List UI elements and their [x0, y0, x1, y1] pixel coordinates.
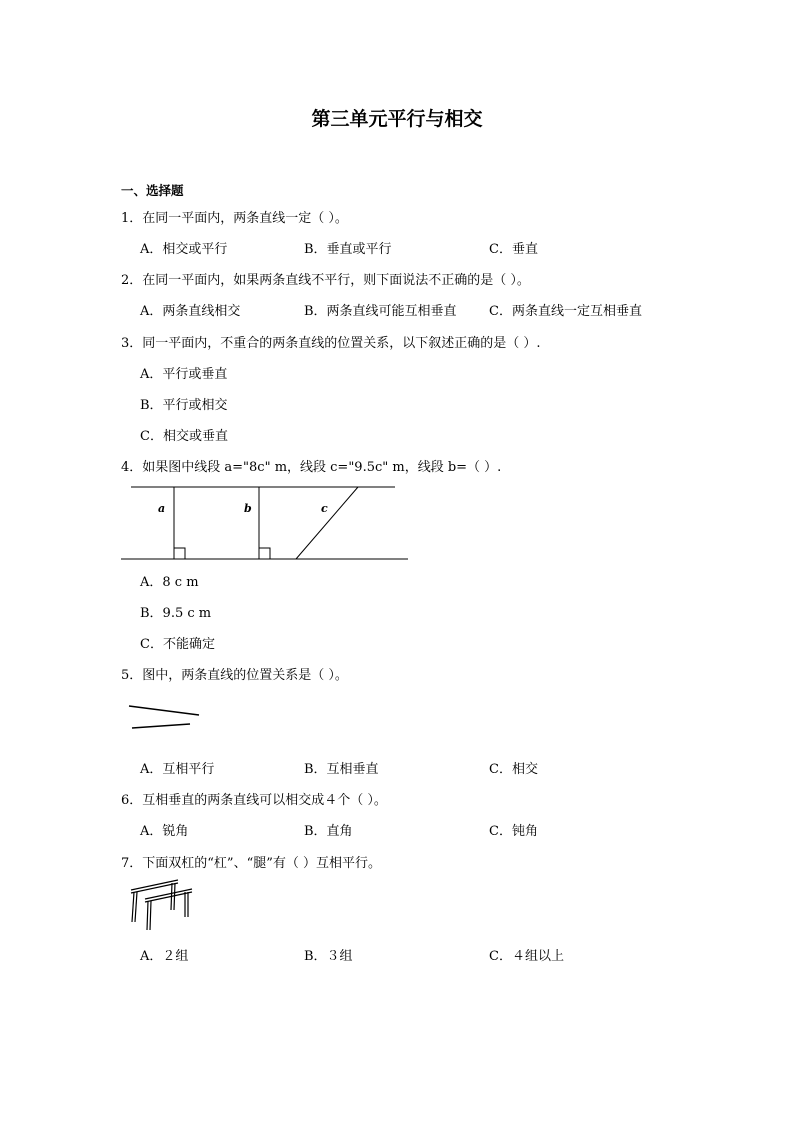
- question-4-option-b: B．9.5 c m: [140, 606, 212, 621]
- question-5-stem: 5．图中，两条直线的位置关系是（ ）。: [121, 668, 348, 683]
- leg-2-edge: [150, 901, 151, 930]
- section-heading: 一、选择题: [121, 183, 184, 198]
- question-2-option-a: A．两条直线相交: [140, 304, 241, 319]
- question-1-stem: 1．在同一平面内，两条直线一定（ ）。: [121, 211, 348, 226]
- label-c: c: [321, 502, 328, 515]
- question-1-option-a: A．相交或平行: [140, 242, 228, 257]
- question-3-option-a: A．平行或垂直: [140, 367, 228, 382]
- question-7-option-c: C．４组以上: [489, 949, 564, 964]
- question-2-option-c: C．两条直线一定互相垂直: [489, 304, 642, 319]
- leg-3: [171, 883, 172, 910]
- question-4-option-a: A．8 c m: [140, 575, 199, 590]
- question-6-option-a: A．锐角: [140, 824, 189, 839]
- question-1-option-b: B．垂直或平行: [304, 242, 392, 257]
- question-6-stem: 6．互相垂直的两条直线可以相交成４个（ ）。: [121, 793, 387, 808]
- question-2-option-b: B．两条直线可能互相垂直: [304, 304, 457, 319]
- question-6-option-c: C．钝角: [489, 824, 538, 839]
- question-2-stem: 2．在同一平面内，如果两条直线不平行，则下面说法不正确的是（ ）。: [121, 273, 530, 288]
- question-5-option-b: B．互相垂直: [304, 762, 379, 777]
- question-7-stem: 7．下面双杠的“杠”、“腿”有（ ）互相平行。: [121, 856, 381, 871]
- leg-1: [132, 892, 134, 922]
- label-b: b: [244, 502, 252, 515]
- label-a: a: [158, 502, 166, 515]
- question-4-option-c: C．不能确定: [140, 637, 215, 652]
- question-1-option-c: C．垂直: [489, 242, 538, 257]
- question-5-option-a: A．互相平行: [140, 762, 215, 777]
- leg-2: [147, 901, 148, 930]
- page-title: 第三单元平行与相交: [311, 108, 483, 130]
- question-3-option-c: C．相交或垂直: [140, 429, 228, 444]
- question-7-option-a: A．２组: [140, 949, 189, 964]
- question-4-stem: 4．如果图中线段 a="8c" m，线段 c="9.5c" m，线段 b=（ ）.: [121, 460, 502, 475]
- question-3-stem: 3．同一平面内，不重合的两条直线的位置关系，以下叙述正确的是（ ）.: [121, 336, 541, 351]
- question-7-option-b: B．３组: [304, 949, 353, 964]
- question-3-option-b: B．平行或相交: [140, 398, 228, 413]
- question-6-option-b: B．直角: [304, 824, 353, 839]
- leg-1-edge: [135, 892, 137, 922]
- leg-3-edge: [174, 883, 175, 910]
- question-5-option-c: C．相交: [489, 762, 538, 777]
